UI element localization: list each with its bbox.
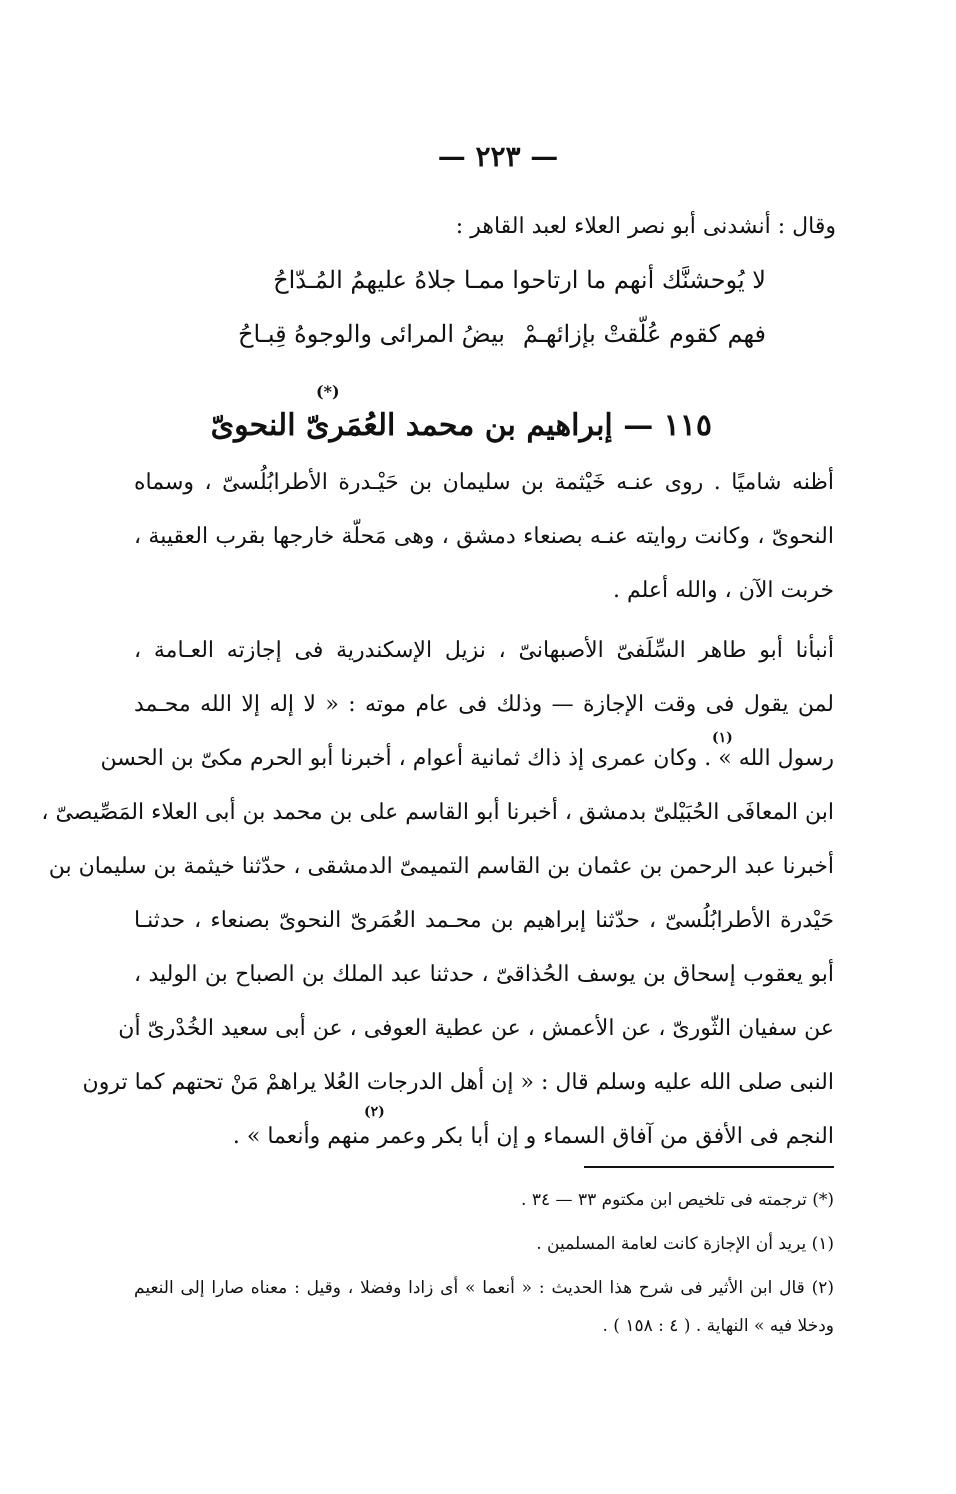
paragraph-line: رسول الله » . وكان عمرى إذ ذاك ثمانية أعوام ، أخبرنا أبو الحرم مكىّ بن الحسن [100, 746, 834, 771]
entry-heading: ١١٥ — إبراهيم بن محمد العُمَرىّ النحوىّ [210, 408, 712, 443]
verse-1-second-hemistich: ممـا جلاهُ عليهمُ المُـدّاحُ [273, 266, 505, 294]
footnote-line: (١) يريد أن الإجازة كانت لعامة المسلمين . [536, 1234, 834, 1254]
paragraph-line: أظنه شاميًا . روى عنـه خَيْثمة بن سليمان بن حَيْـدرة الأطرابُلُسىّ ، وسماه [134, 470, 834, 495]
note-mark-1: (١) [712, 730, 733, 746]
note-mark-2: (٢) [364, 1104, 385, 1120]
paragraph-line: أخبرنا عبد الرحمن بن عثمان بن القاسم التميمىّ الدمشقى ، حدّثنا خيثمة بن سليمان بن [48, 854, 834, 879]
footnote-line: (*) ترجمته فى تلخيص ابن مكتوم ٣٣ — ٣٤ . [521, 1190, 834, 1210]
footnote-line: (٢) قال ابن الأثير فى شرح هذا الحديث : « أنعما » أى زادا وفضلا ، وقيل : معناه صارا إلى النعيم [134, 1278, 834, 1298]
footnote-divider [584, 1166, 834, 1168]
paragraph-line: ابن المعافَى الحُبَيْلىّ بدمشق ، أخبرنا أبو القاسم على بن محمد بن أبى العلاء المَصِّيصىّ ، [41, 800, 834, 825]
page-number: — ٢٢٣ — [437, 140, 559, 173]
paragraph-line: النجم فى الأفق من آفاق السماء و إن أبا بكر وعمر منهم وأنعما » . [232, 1124, 834, 1149]
verse-2-first-hemistich: فهم كقوم عُلّقتْ بإزائهـمْ [522, 320, 766, 348]
paragraph-line: عن سفيان الثّورىّ ، عن الأعمش ، عن عطية العوفى ، عن أبى سعيد الخُدْرىّ أن [118, 1016, 834, 1041]
intro-line: وقال : أنشدنى أبو نصر العلاء لعبد القاهر : [455, 214, 836, 239]
paragraph-line: أنبأنا أبو طاهر السِّلَفىّ الأصبهانىّ ، نزيل الإسكندرية فى إجازته العـامة ، [134, 638, 834, 663]
footnote-line: ودخلا فيه » النهاية . ( ٤ : ١٥٨ ) . [602, 1316, 834, 1336]
paragraph-line: النحوىّ ، وكانت روايته عنـه بصنعاء دمشق ، وهى مَحلّة خارجها بقرب العقيبة ، [134, 524, 834, 549]
paragraph-line: لمن يقول فى وقت الإجازة — وذلك فى عام موته : « لا إله إلا الله محـمد [134, 692, 834, 717]
paragraph-line: خربت الآن ، والله أعلم . [612, 578, 834, 603]
paragraph-line: أبو يعقوب إسحاق بن يوسف الحُذاقىّ ، حدثنا عبد الملك بن الصباح بن الوليد ، [134, 962, 834, 987]
paragraph-line: حَيْدرة الأطرابُلُسىّ ، حدّثنا إبراهيم بن محـمد العُمَرىّ النحوىّ بصنعاء ، حدثنـا [134, 908, 834, 933]
verse-2-second-hemistich: بيضُ المرائى والوجوهُ قِبـاحُ [238, 320, 505, 348]
verse-1-first-hemistich: لا يُوحشنَّك أنهم ما ارتاحوا [512, 266, 766, 294]
paragraph-line: النبى صلى الله عليه وسلم قال : « إن أهل الدرجات العُلا يراهمْ مَنْ تحتهم كما ترون [82, 1070, 834, 1095]
entry-footnote-marker: (*) [316, 382, 340, 401]
